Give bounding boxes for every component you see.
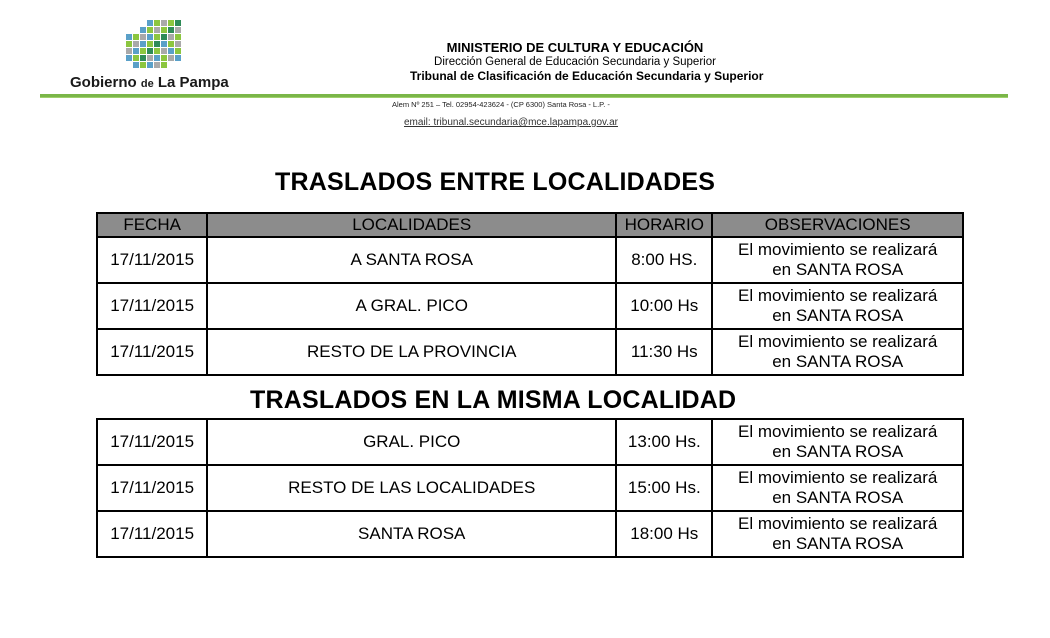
logo-square — [161, 34, 167, 40]
cell-horario: 18:00 Hs — [616, 511, 712, 557]
col-header-horario: HORARIO — [616, 213, 712, 237]
logo-square — [154, 20, 160, 26]
col-header-observaciones: OBSERVACIONES — [712, 213, 963, 237]
header-divider — [40, 94, 1008, 98]
obs-line-1: El movimiento se realizará — [738, 514, 938, 533]
email-link[interactable]: email: tribunal.secundaria@mce.lapampa.gov.ar — [404, 117, 618, 128]
logo-wordmark — [70, 74, 229, 91]
logo-square — [126, 48, 132, 54]
obs-line-2: en SANTA ROSA — [772, 488, 904, 507]
obs-line-2: en SANTA ROSA — [772, 352, 904, 371]
logo-square — [154, 55, 160, 61]
obs-line-2: en SANTA ROSA — [772, 442, 904, 461]
cell-fecha: 17/11/2015 — [97, 419, 207, 465]
table-header-row — [97, 213, 963, 237]
obs-line-2: en SANTA ROSA — [772, 306, 904, 325]
logo-square — [175, 41, 181, 47]
obs-line-2: en SANTA ROSA — [772, 260, 904, 279]
table-row — [97, 511, 963, 557]
cell-fecha: 17/11/2015 — [97, 465, 207, 511]
logo-square — [147, 55, 153, 61]
cell-observaciones — [712, 329, 963, 375]
gobierno-logo — [66, 20, 246, 95]
logo-square — [161, 20, 167, 26]
logo-square — [147, 41, 153, 47]
cell-localidad: GRAL. PICO — [207, 419, 616, 465]
traslados-misma-localidad-table — [96, 418, 964, 558]
obs-line-1: El movimiento se realizará — [738, 468, 938, 487]
table-row — [97, 237, 963, 283]
direction-name: Dirección General de Educación Secundaria y Superior — [434, 56, 716, 68]
logo-square — [168, 27, 174, 33]
logo-square — [147, 34, 153, 40]
logo-square — [147, 48, 153, 54]
cell-observaciones — [712, 465, 963, 511]
table-row — [97, 329, 963, 375]
letterhead — [0, 0, 1050, 140]
logo-square — [133, 41, 139, 47]
section1-title: TRASLADOS ENTRE LOCALIDADES — [275, 168, 716, 196]
logo-square — [147, 62, 153, 68]
cell-observaciones — [712, 237, 963, 283]
address-line: Alem Nº 251 – Tel. 02954-423624 - (CP 6300) Santa Rosa - L.P. - — [392, 100, 610, 109]
logo-square — [133, 62, 139, 68]
obs-line-1: El movimiento se realizará — [738, 286, 938, 305]
logo-square — [154, 62, 160, 68]
cell-fecha: 17/11/2015 — [97, 329, 207, 375]
col-header-fecha: FECHA — [97, 213, 207, 237]
logo-text-end: La Pampa — [157, 74, 229, 91]
table-row — [97, 419, 963, 465]
logo-square — [126, 41, 132, 47]
pixel-grid-logo-icon — [126, 20, 186, 74]
logo-square — [126, 55, 132, 61]
col-header-localidades: LOCALIDADES — [207, 213, 616, 237]
logo-square — [168, 41, 174, 47]
obs-line-1: El movimiento se realizará — [738, 332, 938, 351]
logo-square — [147, 20, 153, 26]
logo-square — [140, 55, 146, 61]
cell-localidad: A GRAL. PICO — [207, 283, 616, 329]
ministry-block — [410, 40, 764, 83]
cell-observaciones — [712, 283, 963, 329]
logo-square — [175, 20, 181, 26]
cell-fecha: 17/11/2015 — [97, 283, 207, 329]
logo-square — [133, 55, 139, 61]
logo-square — [140, 34, 146, 40]
logo-square — [140, 27, 146, 33]
obs-line-1: El movimiento se realizará — [738, 240, 938, 259]
obs-line-2: en SANTA ROSA — [772, 534, 904, 553]
logo-square — [147, 27, 153, 33]
cell-horario: 8:00 HS. — [616, 237, 712, 283]
logo-square — [140, 62, 146, 68]
logo-square — [168, 55, 174, 61]
cell-horario: 15:00 Hs. — [616, 465, 712, 511]
cell-localidad: SANTA ROSA — [207, 511, 616, 557]
cell-fecha: 17/11/2015 — [97, 511, 207, 557]
ministry-name: MINISTERIO DE CULTURA Y EDUCACIÓN — [446, 40, 704, 55]
logo-text-de: de — [140, 78, 154, 90]
cell-horario: 10:00 Hs — [616, 283, 712, 329]
table-row — [97, 465, 963, 511]
logo-square — [154, 41, 160, 47]
logo-square — [168, 34, 174, 40]
logo-square — [168, 48, 174, 54]
logo-square — [161, 27, 167, 33]
logo-square — [161, 41, 167, 47]
logo-square — [140, 48, 146, 54]
cell-fecha: 17/11/2015 — [97, 237, 207, 283]
cell-observaciones — [712, 511, 963, 557]
logo-square — [175, 48, 181, 54]
logo-square — [133, 48, 139, 54]
cell-observaciones — [712, 419, 963, 465]
cell-horario: 13:00 Hs. — [616, 419, 712, 465]
logo-square — [154, 34, 160, 40]
logo-square — [168, 20, 174, 26]
logo-square — [161, 48, 167, 54]
logo-square — [175, 34, 181, 40]
logo-square — [126, 34, 132, 40]
cell-localidad: RESTO DE LA PROVINCIA — [207, 329, 616, 375]
logo-square — [154, 48, 160, 54]
logo-square — [175, 55, 181, 61]
cell-localidad: A SANTA ROSA — [207, 237, 616, 283]
logo-text-main: Gobierno — [70, 74, 137, 91]
logo-square — [175, 27, 181, 33]
table-row — [97, 283, 963, 329]
logo-square — [161, 55, 167, 61]
obs-line-1: El movimiento se realizará — [738, 422, 938, 441]
cell-horario: 11:30 Hs — [616, 329, 712, 375]
logo-square — [161, 62, 167, 68]
tribunal-name: Tribunal de Clasificación de Educación Secundaria y Superior — [410, 69, 764, 83]
cell-localidad: RESTO DE LAS LOCALIDADES — [207, 465, 616, 511]
section2-title: TRASLADOS EN LA MISMA LOCALIDAD — [250, 386, 737, 414]
logo-square — [133, 34, 139, 40]
logo-square — [154, 27, 160, 33]
logo-square — [140, 41, 146, 47]
traslados-entre-localidades-table — [96, 212, 964, 376]
